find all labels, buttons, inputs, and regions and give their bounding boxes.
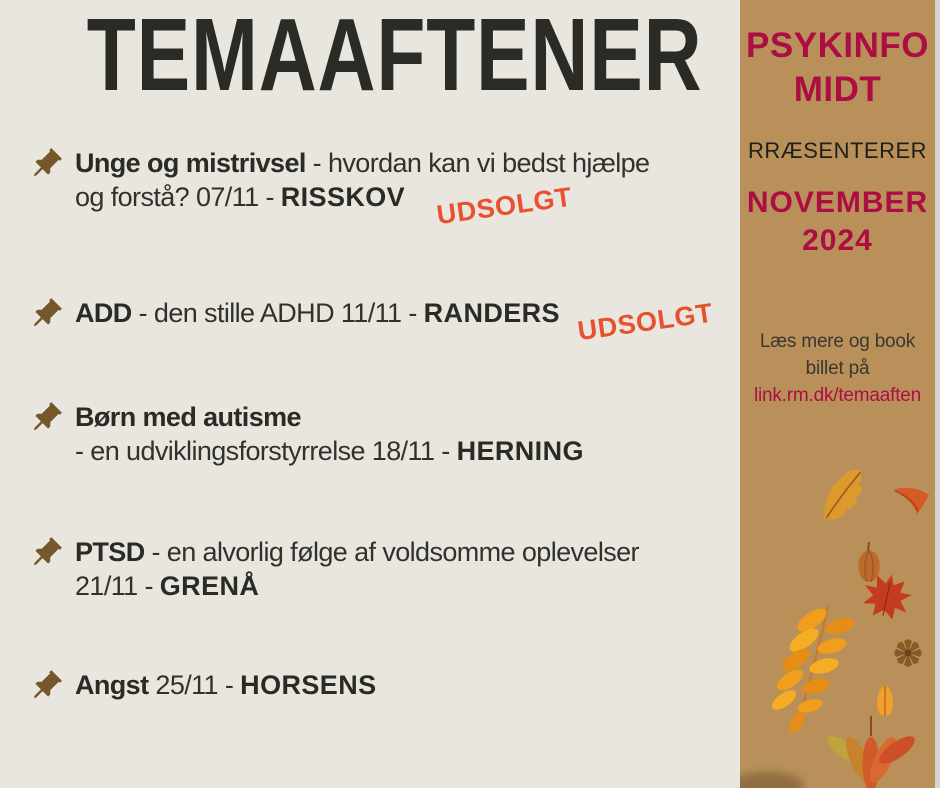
physalis-lantern-icon — [854, 542, 884, 588]
pushpin-icon — [28, 668, 64, 704]
event-city: HORSENS — [240, 670, 377, 700]
event-city: RANDERS — [423, 298, 560, 328]
maple-leaf-icon — [860, 572, 914, 626]
pushpin-icon — [28, 296, 64, 332]
event-city: GRENÅ — [159, 571, 260, 601]
event-angst — [28, 668, 734, 702]
event-text — [75, 535, 734, 603]
event-title: PTSD — [75, 537, 145, 567]
sidebar — [740, 0, 940, 788]
event-line: 21/11 - GRENÅ — [75, 571, 260, 601]
event-line: Angst 25/11 - HORSENS — [75, 670, 377, 700]
autumn-leaves-decoration — [740, 440, 940, 788]
presents-label: RRÆSENTERER — [747, 138, 928, 163]
booking-info: Læs mere og book billet på link.rm.dk/temaaften — [740, 328, 935, 409]
event-line: PTSD - en alvorlig følge af voldsomme oplevelser — [75, 537, 639, 567]
oak-leaf-icon — [816, 470, 880, 524]
page-title: TEMAAFTENER — [86, 0, 703, 112]
red-leaf-icon — [891, 484, 931, 516]
event-line: og forstå? 07/11 - RISSKOV UDSOLGT — [75, 181, 574, 231]
event-city: HERNING — [456, 436, 584, 466]
soldout-stamp: UDSOLGT — [575, 297, 715, 347]
pushpin-icon — [28, 535, 64, 571]
right-edge-strip — [935, 0, 940, 788]
event-title: Angst — [75, 670, 149, 700]
event-line: - en udviklingsforstyrrelse 18/11 - HERNING — [75, 436, 584, 466]
event-title: ADD — [75, 298, 132, 328]
soldout-stamp: UDSOLGT — [434, 181, 574, 231]
brand-title: PSYKINFO MIDT — [746, 26, 929, 109]
event-born-med-autisme — [28, 400, 734, 468]
event-text — [75, 146, 734, 231]
event-unge-og-mistrivsel — [28, 146, 734, 231]
month-label: NOVEMBER 2024 — [746, 186, 929, 257]
creeper-leaf-icon — [824, 716, 918, 788]
event-line: Unge og mistrivsel - hvordan kan vi bedst hjælpe — [75, 148, 650, 178]
event-city: RISSKOV — [280, 182, 406, 212]
rowan-leaf-icon — [766, 604, 860, 734]
event-text — [75, 668, 734, 702]
pushpin-icon — [28, 400, 64, 436]
event-text — [75, 296, 734, 347]
event-line: ADD - den stille ADHD 11/11 - RANDERS UDSOLGT — [75, 297, 715, 347]
event-text — [75, 400, 734, 468]
small-orange-leaf-icon — [873, 682, 897, 720]
pushpin-icon — [28, 146, 64, 182]
event-title: Unge og mistrivsel — [75, 148, 306, 178]
star-anise-icon — [890, 638, 926, 670]
event-line — [75, 400, 734, 434]
event-ptsd — [28, 535, 734, 603]
leaf-shadow — [740, 772, 804, 788]
event-title: Børn med autisme — [75, 402, 301, 432]
event-add — [28, 296, 734, 347]
booking-link[interactable]: link.rm.dk/temaaften — [753, 385, 922, 406]
